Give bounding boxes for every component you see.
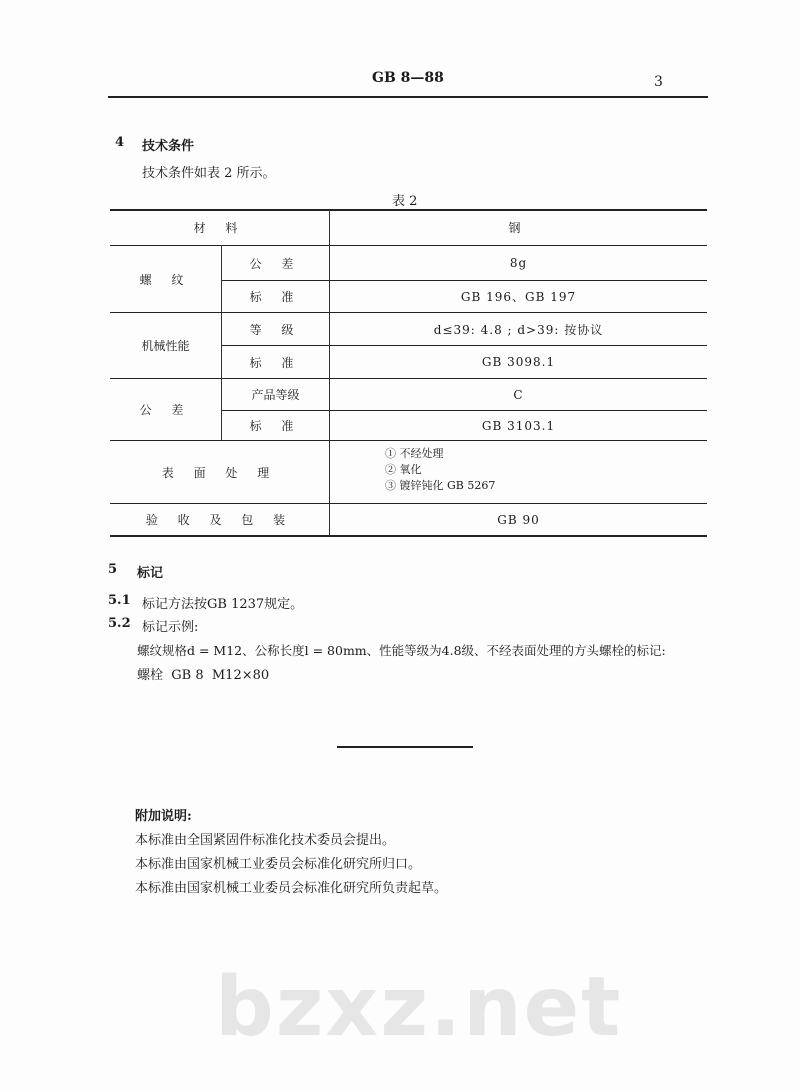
row-value: d≤39: 4.8 ; d>39: 按协议 [433, 322, 604, 337]
header-material-value: 钢 [508, 221, 529, 235]
table-caption: 表 2 [392, 194, 418, 209]
surface-option: ① 不经处理 [385, 447, 444, 460]
row-value: GB 196、GB 197 [460, 290, 577, 304]
surface-option: ③ 镀锌钝化 GB 5267 [385, 479, 496, 492]
page-number: 3 [654, 74, 663, 90]
surface-label: 表 面 处 理 [161, 465, 278, 480]
header-material-label: 材 料 [193, 221, 246, 235]
marking-example-description: 螺纹规格d = M12、公称长度l = 80mm、性能等级为4.8级、不经表面处理的方头螺栓的标记: [137, 643, 666, 658]
row-value: C [513, 387, 524, 402]
row-label: 公 差 [249, 256, 302, 271]
watermark: bzxz.net [215, 960, 623, 1055]
row-label: 标 准 [249, 419, 302, 433]
acceptance-value: GB 90 [497, 512, 540, 527]
subsection-number: 5.1 [108, 593, 131, 608]
row-label: 产品等级 [251, 388, 300, 402]
section-text: 技术条件如表 2 所示。 [142, 166, 276, 181]
acceptance-label: 验 收 及 包 装 [145, 513, 294, 527]
row-label: 标 准 [249, 355, 302, 370]
row-value: 8g [509, 256, 528, 270]
row-label: 标 准 [249, 290, 302, 304]
row-value: GB 3103.1 [481, 418, 556, 433]
notes-title: 附加说明: [135, 809, 192, 824]
section-number: 4 [115, 135, 125, 150]
note-line: 本标准由全国紧固件标准化技术委员会提出。 [135, 833, 396, 848]
subsection-text: 标记示例: [142, 620, 199, 635]
row-label: 等 级 [249, 322, 302, 337]
section-number: 5 [108, 562, 118, 577]
note-line: 本标准由国家机械工业委员会标准化研究所归口。 [135, 857, 422, 872]
surface-options [385, 446, 495, 494]
subsection-number: 5.2 [108, 616, 131, 631]
note-line: 本标准由国家机械工业委员会标准化研究所负责起草。 [135, 881, 448, 896]
row-value: GB 3098.1 [481, 355, 556, 369]
group-label: 螺 纹 [139, 272, 192, 287]
marking-example: 螺栓 GB 8 M12×80 [137, 668, 270, 683]
end-rule [337, 746, 473, 748]
group-label: 公 差 [139, 403, 192, 417]
group-label: 机械性能 [141, 339, 190, 353]
surface-option: ② 氧化 [385, 463, 422, 476]
subsection-text: 标记方法按GB 1237规定。 [142, 597, 304, 612]
header-rule [108, 96, 708, 98]
section-title: 标记 [137, 566, 164, 581]
section-title: 技术条件 [142, 139, 195, 154]
standard-code: GB 8—88 [372, 70, 444, 86]
